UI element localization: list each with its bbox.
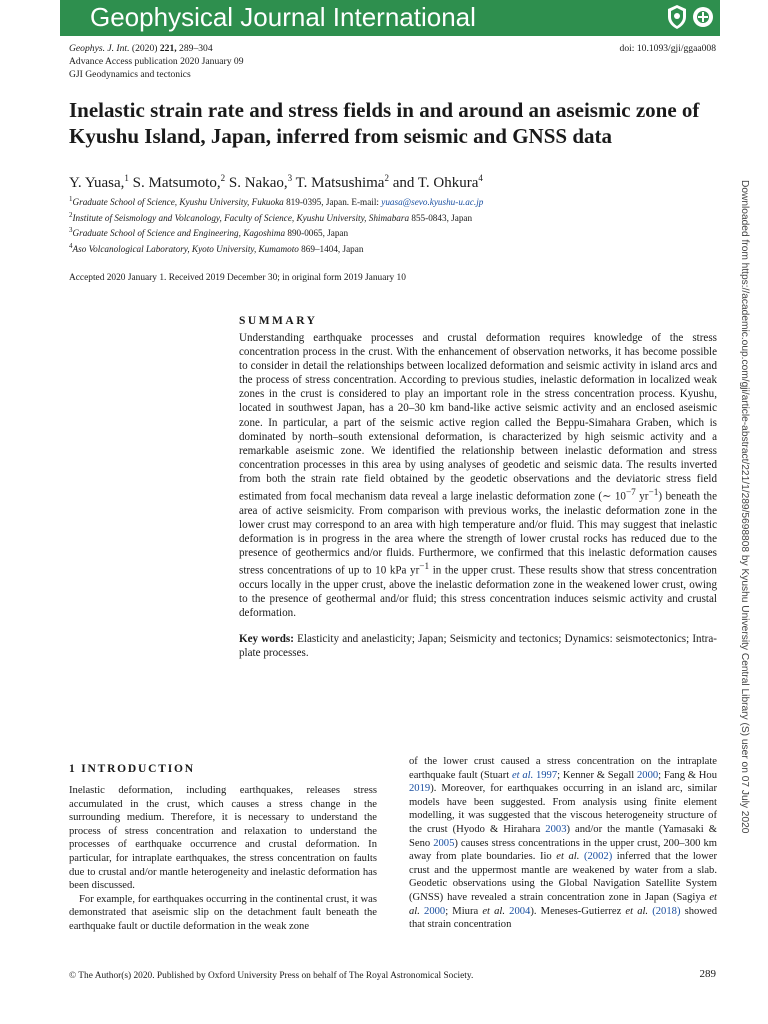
intro-right-column	[409, 755, 717, 932]
citation-etal: et al.	[482, 905, 506, 917]
citation-journal: Geophys. J. Int.	[69, 43, 130, 54]
affiliation-tail: 869–1404, Japan	[301, 244, 364, 255]
journal-title[interactable]: Geophysical Journal International	[90, 2, 476, 32]
citation-etal: et al.	[556, 851, 580, 863]
affiliation-sup: 4	[69, 241, 73, 250]
affiliation-item	[69, 193, 483, 209]
affiliation-text: Graduate School of Science and Engineering, Kagoshima	[72, 228, 288, 239]
download-note-text: Downloaded from https://academic.oup.com/gji/article-abstract/221/1/289/5698808 by Kyushu University Central Library (S) user on 07 July 2020	[739, 180, 750, 834]
crest-logo-icon	[666, 4, 688, 30]
citation-link[interactable]: 2004	[505, 905, 531, 917]
accepted-dates: Accepted 2020 January 1. Received 2019 December 30; in original form 2019 January 10	[69, 273, 406, 283]
body-text: of the lower crust caused a stress concentration on the intraplate earthquake fault (Stuart	[409, 756, 717, 781]
author-name[interactable]: T. Matsushima	[292, 175, 385, 191]
affiliation-tail: 855-0843, Japan	[411, 212, 473, 223]
body-text: ; Fang & Hou	[658, 769, 717, 781]
intro-paragraph	[409, 755, 717, 932]
body-text: ) and/or the mantle (Yamasaki & Seno	[409, 823, 718, 849]
citation-etal: et al.	[625, 905, 649, 917]
copyright-footer: © The Author(s) 2020. Published by Oxford University Press on behalf of The Royal Astronomical Society.	[69, 971, 474, 981]
intro-paragraph: Inelastic deformation, including earthquakes, releases stress accumulated in the crust, which causes a stress change in the surrounding medium. Therefore, it is necessary to understand the process of stress concentration and relaxation to understand the processes of earthquake occurrence and crustal deformation. In particular, for intraplate earthquakes, the stress concentration on faults due to crustal and/or mantle heterogeneity and inelastic deformation has been discussed.	[69, 785, 377, 892]
summary-text: ) beneath the area of active seismicity. From comparison with previous works, the inelastic deformation zone in the lower crust may correspond to an area with high temperature and/or fluid. This may suggest that inelastic deformation is in progress in the area where the strength of lower crustal rocks has reduced due to the presence of geothermics and/or fluids. Furthermore, we confirmed that this inelastic deformation causes stress concentrations of up to 10 kPa yr	[239, 490, 718, 577]
affiliation-item	[69, 224, 483, 240]
author-name[interactable]: S. Nakao,	[225, 175, 288, 191]
body-text: ). Moreover, for earthquakes occurring in an island arc, similar models have been suggested. From analysis using finite element modelling, it was suggested that the viscous heterogeneity structure of the crust (Hyodo & Hirahara	[409, 783, 717, 835]
body-text: ). Meneses-Gutierrez	[530, 905, 626, 917]
affiliation-text: Graduate School of Science, Kyushu University, Fukuoka	[72, 197, 287, 208]
body-text: ; Kenner & Segall	[557, 769, 637, 781]
intro-paragraph: For example, for earthquakes occurring in the continental crust, it was demonstrated that aseismic slip on the detachment fault beneath the earthquake fault or ductile deformation in the weak zone	[69, 893, 377, 932]
affiliation-item	[69, 209, 483, 225]
page-number: 289	[699, 968, 716, 980]
journal-section: GJI Geodynamics and tectonics	[69, 69, 191, 80]
body-text: showed that strain concentration	[409, 905, 717, 931]
citation-link[interactable]: (2018)	[648, 905, 681, 917]
doi-link[interactable]: doi: 10.1093/gji/ggaa008	[619, 43, 716, 54]
keywords-label: Key words:	[239, 633, 294, 646]
affiliation-sup: 3	[69, 226, 73, 235]
summary-heading: SUMMARY	[239, 315, 318, 327]
summary-text: in the upper crust. These results show that stress concentration occurs locally in the upper crust, above the inelastic deformation zone in the weakened lower crust, owing to the presence of geothermal and/or fluid; this stress concentration induces seismic activity and crustal deformation.	[239, 564, 717, 620]
advance-access: Advance Access publication 2020 January 09	[69, 56, 244, 67]
keywords	[239, 632, 717, 660]
article-title: Inelastic strain rate and stress fields in and around an aseismic zone of Kyushu Island, Japan, inferred from seismic and GNSS data	[69, 98, 700, 148]
author-affil-sup: 2	[384, 173, 389, 183]
affiliation-sup: 1	[69, 195, 73, 203]
summary-text: Understanding earthquake processes and crustal deformation requires knowledge of the stress concentration process in the crust. With the enhancement of observation networks, it has become possible to consider in detail the relationships between localized deformation and seismic activity in island arcs and the process of stress concentration. According to previous studies, inelastic deformation in localized weak zones in the crust is considered to play an important role in the stress concentration process. Kyushu, located in southwest Japan, has a 20–30 km band-like active seismic activity and an enclosed aseismic zone. In particular, a part of the seismic active region called the Beppu-Simahara Graben, which is dominated by north–south extensional deformation, is characterized by high seismic activity and a remarkable aseismic zone. We identified the relationship between inelastic deformation and stress concentration processes in this area by using analyses of geodetic and seismic data. The results inverted from both the strain rate field obtained by the geodetic observations and the deviatoric stress field estimated from focal mechanism data reveal a large inelastic deformation zone (∼ 10	[239, 332, 717, 503]
author-name[interactable]: S. Matsumoto,	[128, 175, 221, 191]
citation-link[interactable]: 2005	[433, 837, 455, 849]
citation-meta	[69, 42, 244, 81]
affiliation-text: Aso Volcanological Laboratory, Kyoto University, Kumamoto	[72, 244, 302, 255]
affiliation-sup: 2	[69, 210, 73, 219]
body-text: ; Miura	[445, 905, 483, 917]
citation-etal: et al.	[409, 891, 717, 917]
keywords-list: Elasticity and anelasticity; Japan; Seismicity and tectonics; Dynamics: seismotectonics; Intra-plate processes.	[239, 633, 717, 660]
summary-exponent: −1	[648, 488, 659, 499]
citation-link[interactable]: 2019	[409, 783, 431, 795]
download-note	[736, 180, 750, 834]
affiliation-item	[69, 240, 483, 256]
author-list	[69, 168, 483, 193]
body-text: ) causes stress concentrations in the upper crust, 200–300 km away from plate boundaries. Iio	[409, 837, 717, 863]
banner-logos	[666, 3, 714, 31]
summary-body	[239, 331, 717, 620]
citation-etal: et al.	[511, 769, 534, 781]
section-heading: 1 INTRODUCTION	[69, 763, 195, 775]
summary-section	[239, 314, 717, 660]
citation-year: (2020)	[129, 43, 160, 54]
ras-logo-icon	[692, 6, 714, 28]
citation-link[interactable]: 1997	[533, 769, 558, 781]
intro-left-column	[69, 762, 377, 934]
author-affil-sup: 4	[478, 173, 483, 183]
author-name[interactable]: and T. Ohkura	[388, 175, 479, 191]
author-name[interactable]: Y. Yuasa,	[69, 175, 125, 191]
citation-line	[69, 42, 244, 55]
summary-exponent: −1	[419, 562, 430, 573]
summary-exponent: −7	[625, 488, 636, 499]
affiliation-tail: 890-0065, Japan	[287, 228, 349, 239]
citation-volume: 221,	[159, 43, 177, 54]
citation-link[interactable]: 2003	[545, 823, 567, 835]
citation-link[interactable]: (2002)	[579, 851, 613, 863]
citation-link[interactable]: 2000	[419, 905, 446, 917]
author-affil-sup: 3	[287, 173, 293, 183]
journal-banner	[60, 0, 720, 36]
summary-text: yr	[635, 490, 649, 503]
author-affil-sup: 2	[220, 173, 226, 183]
affiliation-tail: 819-0395, Japan. E-mail:	[286, 197, 382, 208]
author-affil-sup: 1	[124, 173, 129, 183]
author-email-link[interactable]: yuasa@sevo.kyushu-u.ac.jp	[381, 197, 484, 208]
citation-link[interactable]: 2000	[636, 769, 659, 781]
citation-pages: 289–304	[176, 43, 213, 54]
affiliations	[69, 193, 483, 256]
affiliation-text: Institute of Seismology and Volcanology, Faculty of Science, Kyushu University, Shimabara	[72, 212, 412, 223]
body-text: inferred that the lower crust and the uppermost mantle are weakened by water from a slab. Geodetic observations using the Global Navigation Satellite System (GNSS) have revealed a strain concentration zone in Japan (Sagiya	[409, 851, 717, 903]
